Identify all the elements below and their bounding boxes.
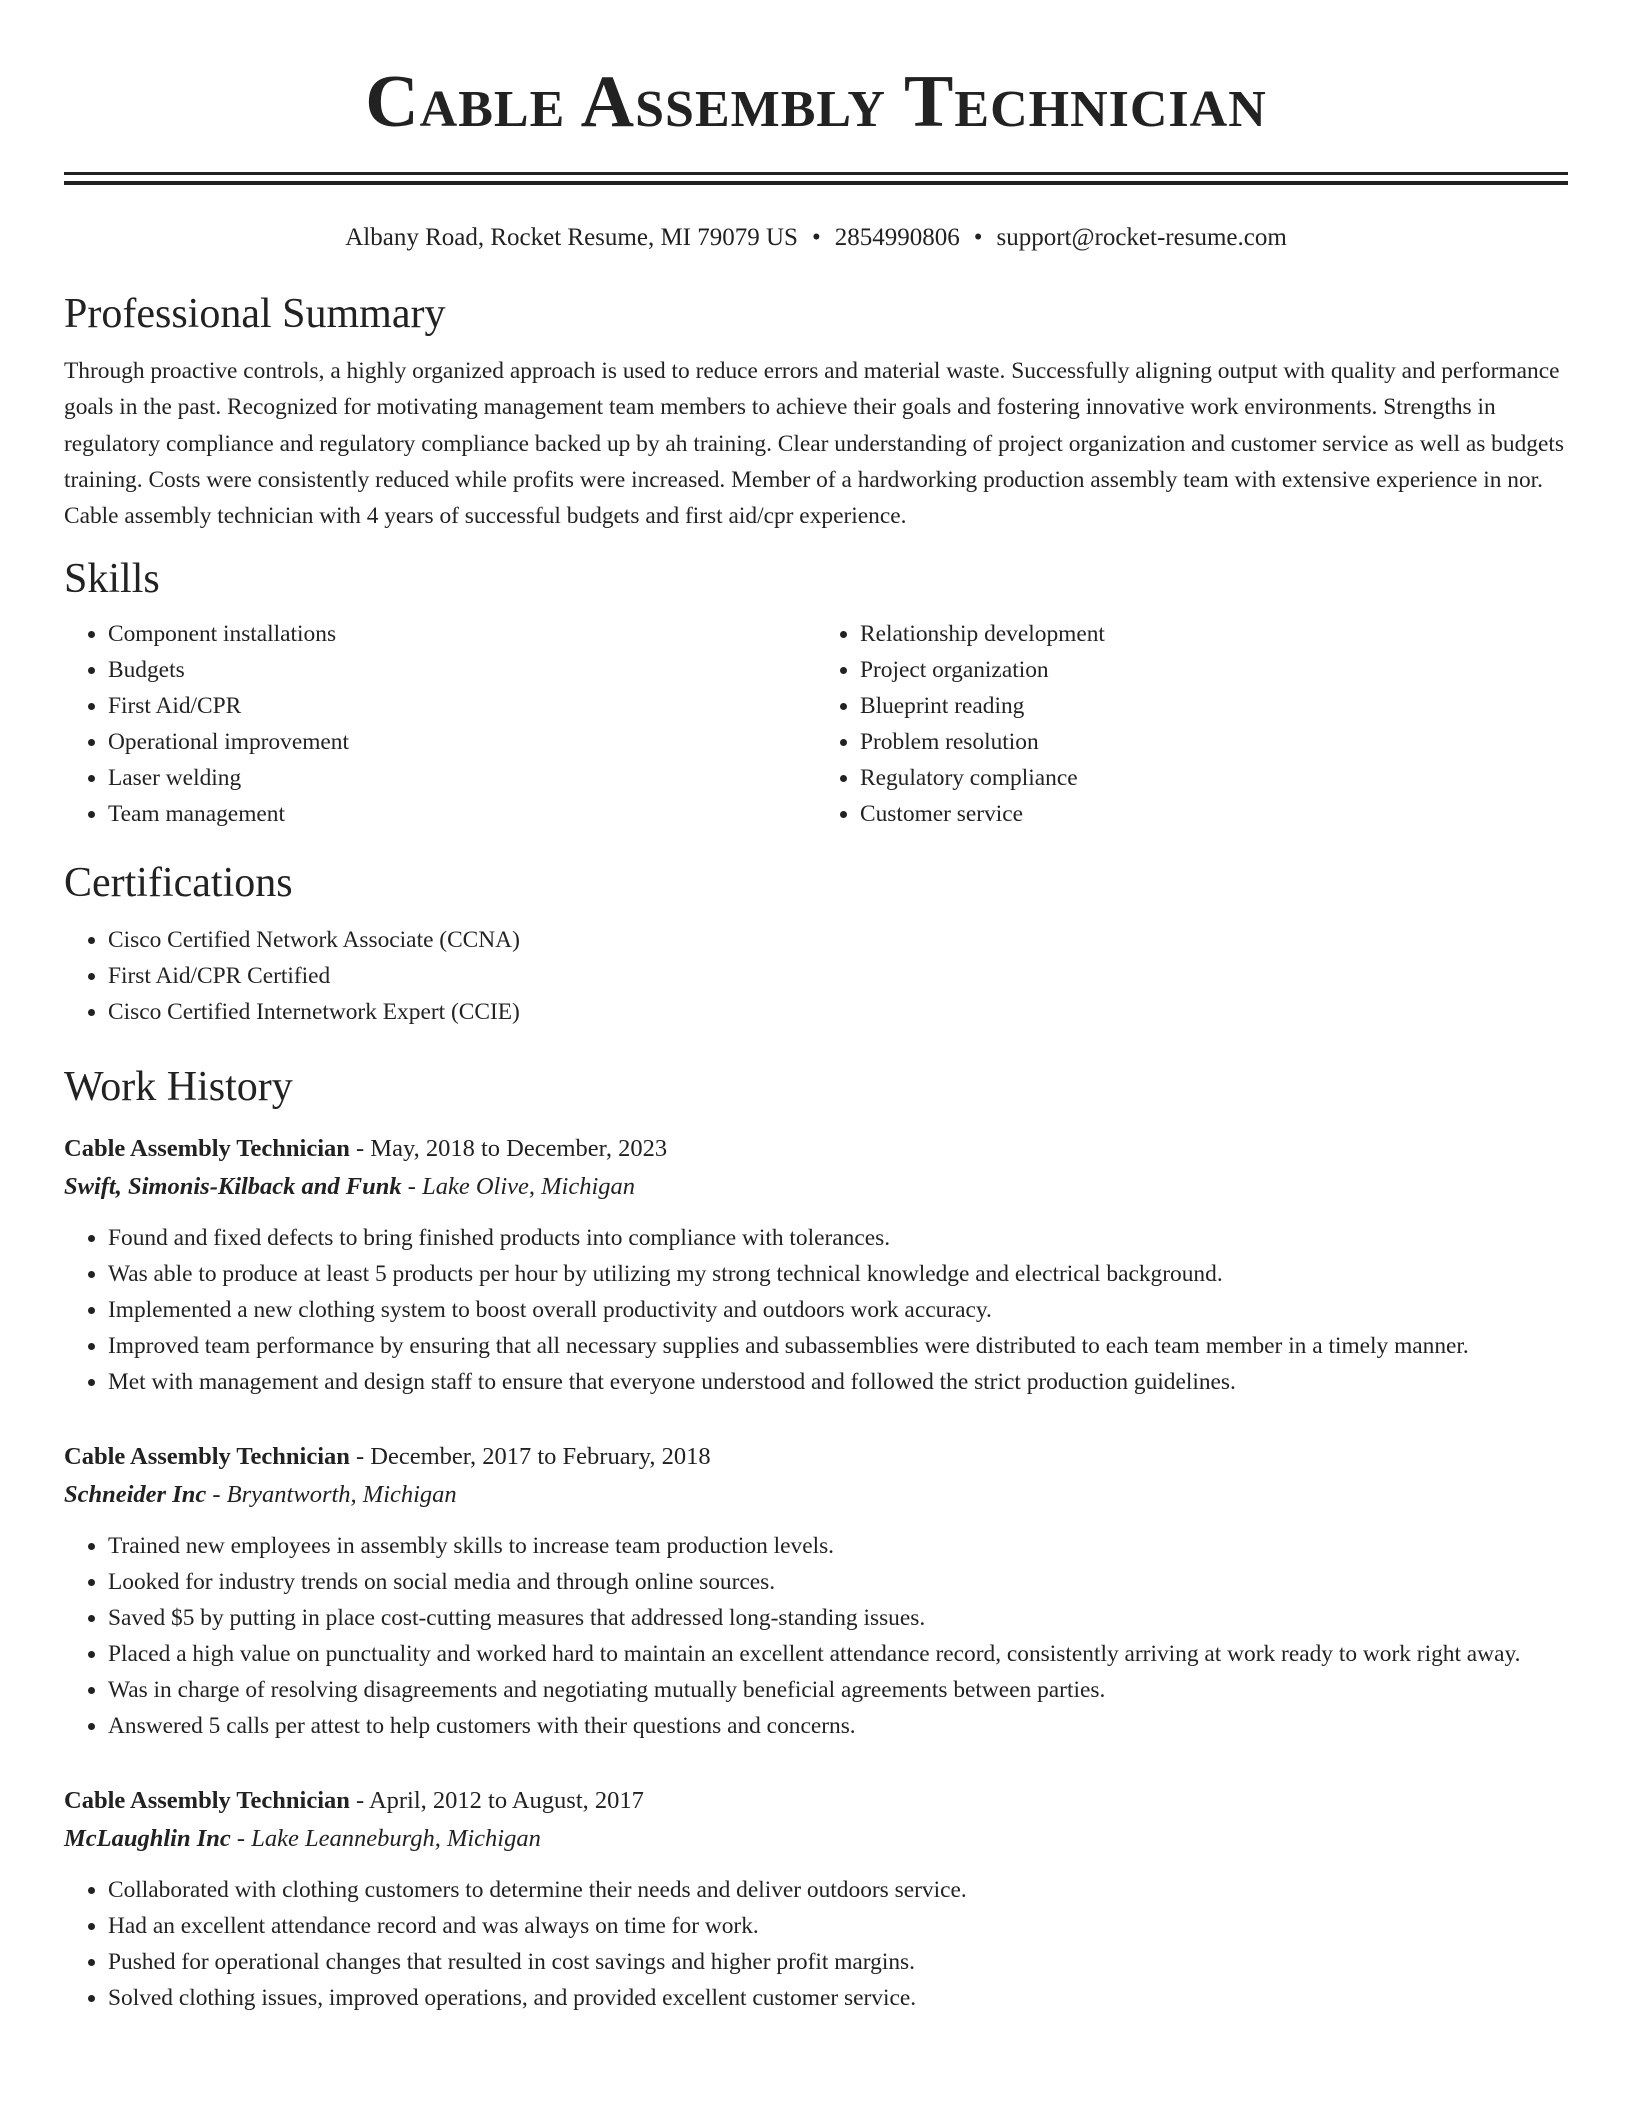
summary-text: Through proactive controls, a highly organized approach is used to reduce errors and material waste. Successfully aligning output with quality and performance goals in the past. Recognized for motivating management team members to achieve their goals and fostering innovative work environments. Strengths in regulatory compliance and regulatory compliance backed up by ah training. Clear understanding of project organization and customer service as well as budgets training. Costs were consistently reduced while profits were increased. Member of a hardworking production assembly team with extensive experience in nor. Cable assembly technician with 4 years of successful budgets and first aid/cpr experience. — [64, 358, 1564, 530]
job-bullet: • Found and fixed defects to bring finished products into compliance with tolerances. — [108, 1220, 1568, 1256]
contact-address: Albany Road, Rocket Resume, MI 79079 US — [345, 224, 798, 251]
job-bullets — [64, 1220, 1568, 1400]
contact-separator: • — [973, 224, 983, 251]
certification-item: • Cisco Certified Internetwork Expert (CCIE) — [108, 994, 1568, 1030]
job-employer — [64, 1168, 1568, 1206]
job-bullets — [64, 1872, 1568, 2016]
job-bullet: • Collaborated with clothing customers to determine their needs and deliver outdoors service. — [108, 1872, 1568, 1908]
contact-separator: • — [811, 224, 821, 251]
job-bullet: • Pushed for operational changes that resulted in cost savings and higher profit margins. — [108, 1944, 1568, 1980]
job-title: Cable Assembly Technician — [64, 1443, 350, 1471]
skill-item: • First Aid/CPR — [108, 688, 816, 724]
job-bullet: • Solved clothing issues, improved operations, and provided excellent customer service. — [108, 1980, 1568, 2016]
company-name: Swift, Simonis-Kilback and Funk — [64, 1173, 402, 1201]
job-bullet: • Had an excellent attendance record and was always on time for work. — [108, 1908, 1568, 1944]
skill-item: • Budgets — [108, 652, 816, 688]
skill-item: • Operational improvement — [108, 724, 816, 760]
skill-item: • Problem resolution — [860, 724, 1568, 760]
skills-column-right — [816, 616, 1568, 832]
job-dates: - April, 2012 to August, 2017 — [349, 1787, 644, 1815]
job-entry — [64, 1438, 1568, 1744]
job-entry — [64, 1782, 1568, 2016]
job-header — [64, 1782, 1568, 1820]
job-dates: - December, 2017 to February, 2018 — [349, 1443, 711, 1471]
certifications-list — [64, 922, 1568, 1030]
contact-line — [64, 221, 1568, 255]
job-employer — [64, 1476, 1568, 1514]
resume-page — [64, 0, 1568, 2016]
skill-item: • Team management — [108, 796, 816, 832]
skill-item: • Laser welding — [108, 760, 816, 796]
header-rule-bottom — [64, 181, 1568, 185]
job-bullet: • Placed a high value on punctuality and worked hard to maintain an excellent attendance record, consistently arriving at work ready to work right away. — [108, 1636, 1568, 1672]
job-bullets — [64, 1528, 1568, 1744]
job-bullet: • Implemented a new clothing system to boost overall productivity and outdoors work accuracy. — [108, 1292, 1568, 1328]
resume-name: Cable Assembly Technician — [365, 61, 1267, 143]
header-rule-top — [64, 172, 1568, 175]
certification-item: • Cisco Certified Network Associate (CCNA) — [108, 922, 1568, 958]
job-bullet: • Met with management and design staff to ensure that everyone understood and followed the strict production guidelines. — [108, 1364, 1568, 1400]
skills-list — [64, 616, 1568, 832]
skill-item: • Regulatory compliance — [860, 760, 1568, 796]
job-location: - Bryantworth, Michigan — [206, 1481, 457, 1509]
job-dates: - May, 2018 to December, 2023 — [349, 1135, 668, 1163]
job-bullet: • Trained new employees in assembly skills to increase team production levels. — [108, 1528, 1568, 1564]
job-bullet: • Answered 5 calls per attest to help customers with their questions and concerns. — [108, 1708, 1568, 1744]
skill-item: • Component installations — [108, 616, 816, 652]
contact-phone: 2854990806 — [834, 224, 960, 251]
company-name: McLaughlin Inc — [64, 1825, 231, 1853]
job-header — [64, 1438, 1568, 1476]
skills-column-left — [64, 616, 816, 832]
job-bullet: • Looked for industry trends on social media and through online sources. — [108, 1564, 1568, 1600]
job-location: - Lake Leanneburgh, Michigan — [230, 1825, 541, 1853]
company-name: Schneider Inc — [64, 1481, 207, 1509]
contact-email: support@rocket-resume.com — [996, 224, 1287, 251]
job-entry — [64, 1130, 1568, 1400]
skill-item: • Blueprint reading — [860, 688, 1568, 724]
job-location: - Lake Olive, Michigan — [401, 1173, 636, 1201]
job-bullet: • Saved $5 by putting in place cost-cutting measures that addressed long-standing issues. — [108, 1600, 1568, 1636]
job-employer — [64, 1820, 1568, 1858]
skill-item: • Relationship development — [860, 616, 1568, 652]
skill-item: • Customer service — [860, 796, 1568, 832]
job-title: Cable Assembly Technician — [64, 1135, 350, 1163]
job-header — [64, 1130, 1568, 1168]
job-title: Cable Assembly Technician — [64, 1787, 350, 1815]
work-history-heading: Work History — [64, 1064, 293, 1111]
job-bullet: • Improved team performance by ensuring that all necessary supplies and subassemblies were distributed to each team member in a timely manner. — [108, 1328, 1568, 1364]
certification-item: • First Aid/CPR Certified — [108, 958, 1568, 994]
skills-heading: Skills — [64, 556, 160, 603]
job-bullet: • Was in charge of resolving disagreements and negotiating mutually beneficial agreements between parties. — [108, 1672, 1568, 1708]
skill-item: • Project organization — [860, 652, 1568, 688]
job-bullet: • Was able to produce at least 5 products per hour by utilizing my strong technical knowledge and electrical background. — [108, 1256, 1568, 1292]
certifications-heading: Certifications — [64, 860, 293, 907]
summary-heading: Professional Summary — [64, 291, 446, 337]
